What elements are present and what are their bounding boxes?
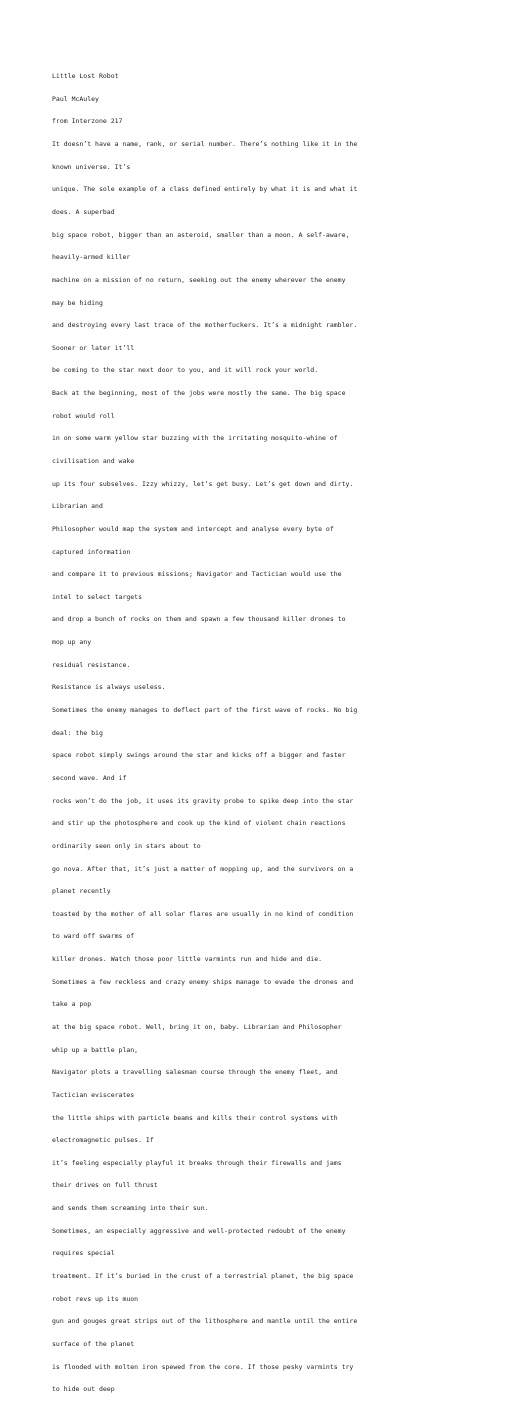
text-line: at the big space robot. Well, bring it on, baby. Librarian and Philosopher: [52, 1024, 342, 1031]
text-line: big space robot, bigger than an asteroid, smaller than a moon. A self-aware,: [52, 231, 350, 239]
text-line: toasted by the mother of all solar flares are usually in no kind of condition: [52, 910, 354, 918]
text-line: to hide out deep: [52, 1386, 115, 1394]
text-line: mop up any: [52, 639, 92, 647]
text-line: does. A superbad: [52, 208, 115, 216]
text-line: requires special: [52, 1250, 115, 1258]
text-line: It doesn’t have a name, rank, or serial number. There’s nothing like it in the: [52, 141, 358, 149]
text-line: deal: the big: [52, 729, 103, 737]
text-line: machine on a mission of no return, seeking out the enemy wherever the enemy: [52, 276, 346, 284]
text-line: residual resistance.: [52, 661, 131, 669]
text-line: second wave. And if: [52, 774, 127, 782]
text-line: and destroying every last trace of the motherfuckers. It’s a midnight rambler.: [52, 322, 358, 330]
text-line: to ward off swarms of: [52, 933, 135, 941]
text-line: Resistance is always useless.: [52, 684, 166, 692]
text-line: Sometimes a few reckless and crazy enemy ships manage to evade the drones and: [52, 978, 354, 986]
text-line: may be hiding: [52, 299, 103, 307]
text-line: treatment. If it’s buried in the crust of a terrestrial planet, the big space: [52, 1273, 354, 1281]
text-line: Little Lost Robot: [52, 73, 119, 81]
text-line: and drop a bunch of rocks on them and spawn a few thousand killer drones to: [52, 616, 346, 624]
text-line: unique. The sole example of a class defined entirely by what it is and what it: [52, 186, 358, 194]
text-line: heavily-armed killer: [52, 254, 131, 262]
text-line: the little ships with particle beams and kills their control systems with: [52, 1114, 338, 1122]
text-line: intel to select targets: [52, 593, 143, 601]
text-line: and sends them screaming into their sun.: [52, 1205, 209, 1213]
text-line: electromagnetic pulses. If: [52, 1137, 154, 1145]
text-line: Sooner or later it’ll: [52, 344, 135, 352]
text-line: rocks won’t do the job, it uses its gravity probe to spike deep into the star: [52, 797, 354, 805]
text-line: Tactician eviscerates: [52, 1091, 135, 1099]
text-line: Navigator plots a travelling salesman course through the enemy fleet, and: [52, 1069, 338, 1077]
text-line: ordinarily seen only in stars about to: [52, 842, 201, 850]
text-line: space robot simply swings around the star and kicks off a bigger and faster: [52, 752, 346, 760]
text-line: killer drones. Watch those poor little varmints run and hide and die.: [52, 956, 323, 964]
text-line: Sometimes the enemy manages to deflect part of the first wave of rocks. No big: [52, 707, 358, 715]
text-line: Sometimes, an especially aggressive and well-protected redoubt of the enemy: [52, 1227, 346, 1235]
text-line: surface of the planet: [52, 1340, 135, 1348]
text-line: it’s feeling especially playful it breaks through their firewalls and jams: [52, 1159, 342, 1167]
text-line: their drives on full thrust: [52, 1182, 158, 1190]
text-line: civilisation and wake: [52, 457, 135, 465]
text-line: Paul McAuley: [52, 95, 99, 103]
text-line: be coming to the star next door to you, and it will rock your world.: [52, 367, 319, 375]
text-line: robot revs up its muon: [52, 1295, 139, 1303]
text-line: planet recently: [52, 888, 111, 896]
text-line: is flooded with molten iron spewed from the core. If those pesky varmints try: [52, 1363, 354, 1371]
text-line: gun and gouges great strips out of the lithosphere and mantle until the entire: [52, 1318, 358, 1326]
text-line: known universe. It’s: [52, 163, 131, 171]
text-line: in on some warm yellow star buzzing with the irritating mosquito-whine of: [52, 435, 338, 443]
text-line: whip up a battle plan,: [52, 1046, 139, 1054]
text-line: [52, 1409, 507, 1417]
text-line: robot would roll: [52, 412, 115, 420]
text-line: and stir up the photosphere and cook up the kind of violent chain reactions: [52, 820, 346, 828]
text-line: take a pop: [52, 1001, 92, 1009]
text-line: go nova. After that, it’s just a matter of mopping up, and the survivors on a: [52, 865, 354, 873]
text-line: Librarian and: [52, 503, 103, 511]
text-line: from Interzone 217: [52, 118, 123, 126]
text-line: captured information: [52, 548, 131, 556]
text-line: up its four subselves. Izzy whizzy, let’s get busy. Let’s get down and dirty.: [52, 480, 354, 488]
document-text: [52, 58, 507, 1424]
text-line: Philosopher would map the system and intercept and analyse every byte of: [52, 525, 334, 533]
text-line: and compare it to previous missions; Navigator and Tactician would use the: [52, 571, 342, 579]
text-line: Back at the beginning, most of the jobs were mostly the same. The big space: [52, 390, 346, 398]
